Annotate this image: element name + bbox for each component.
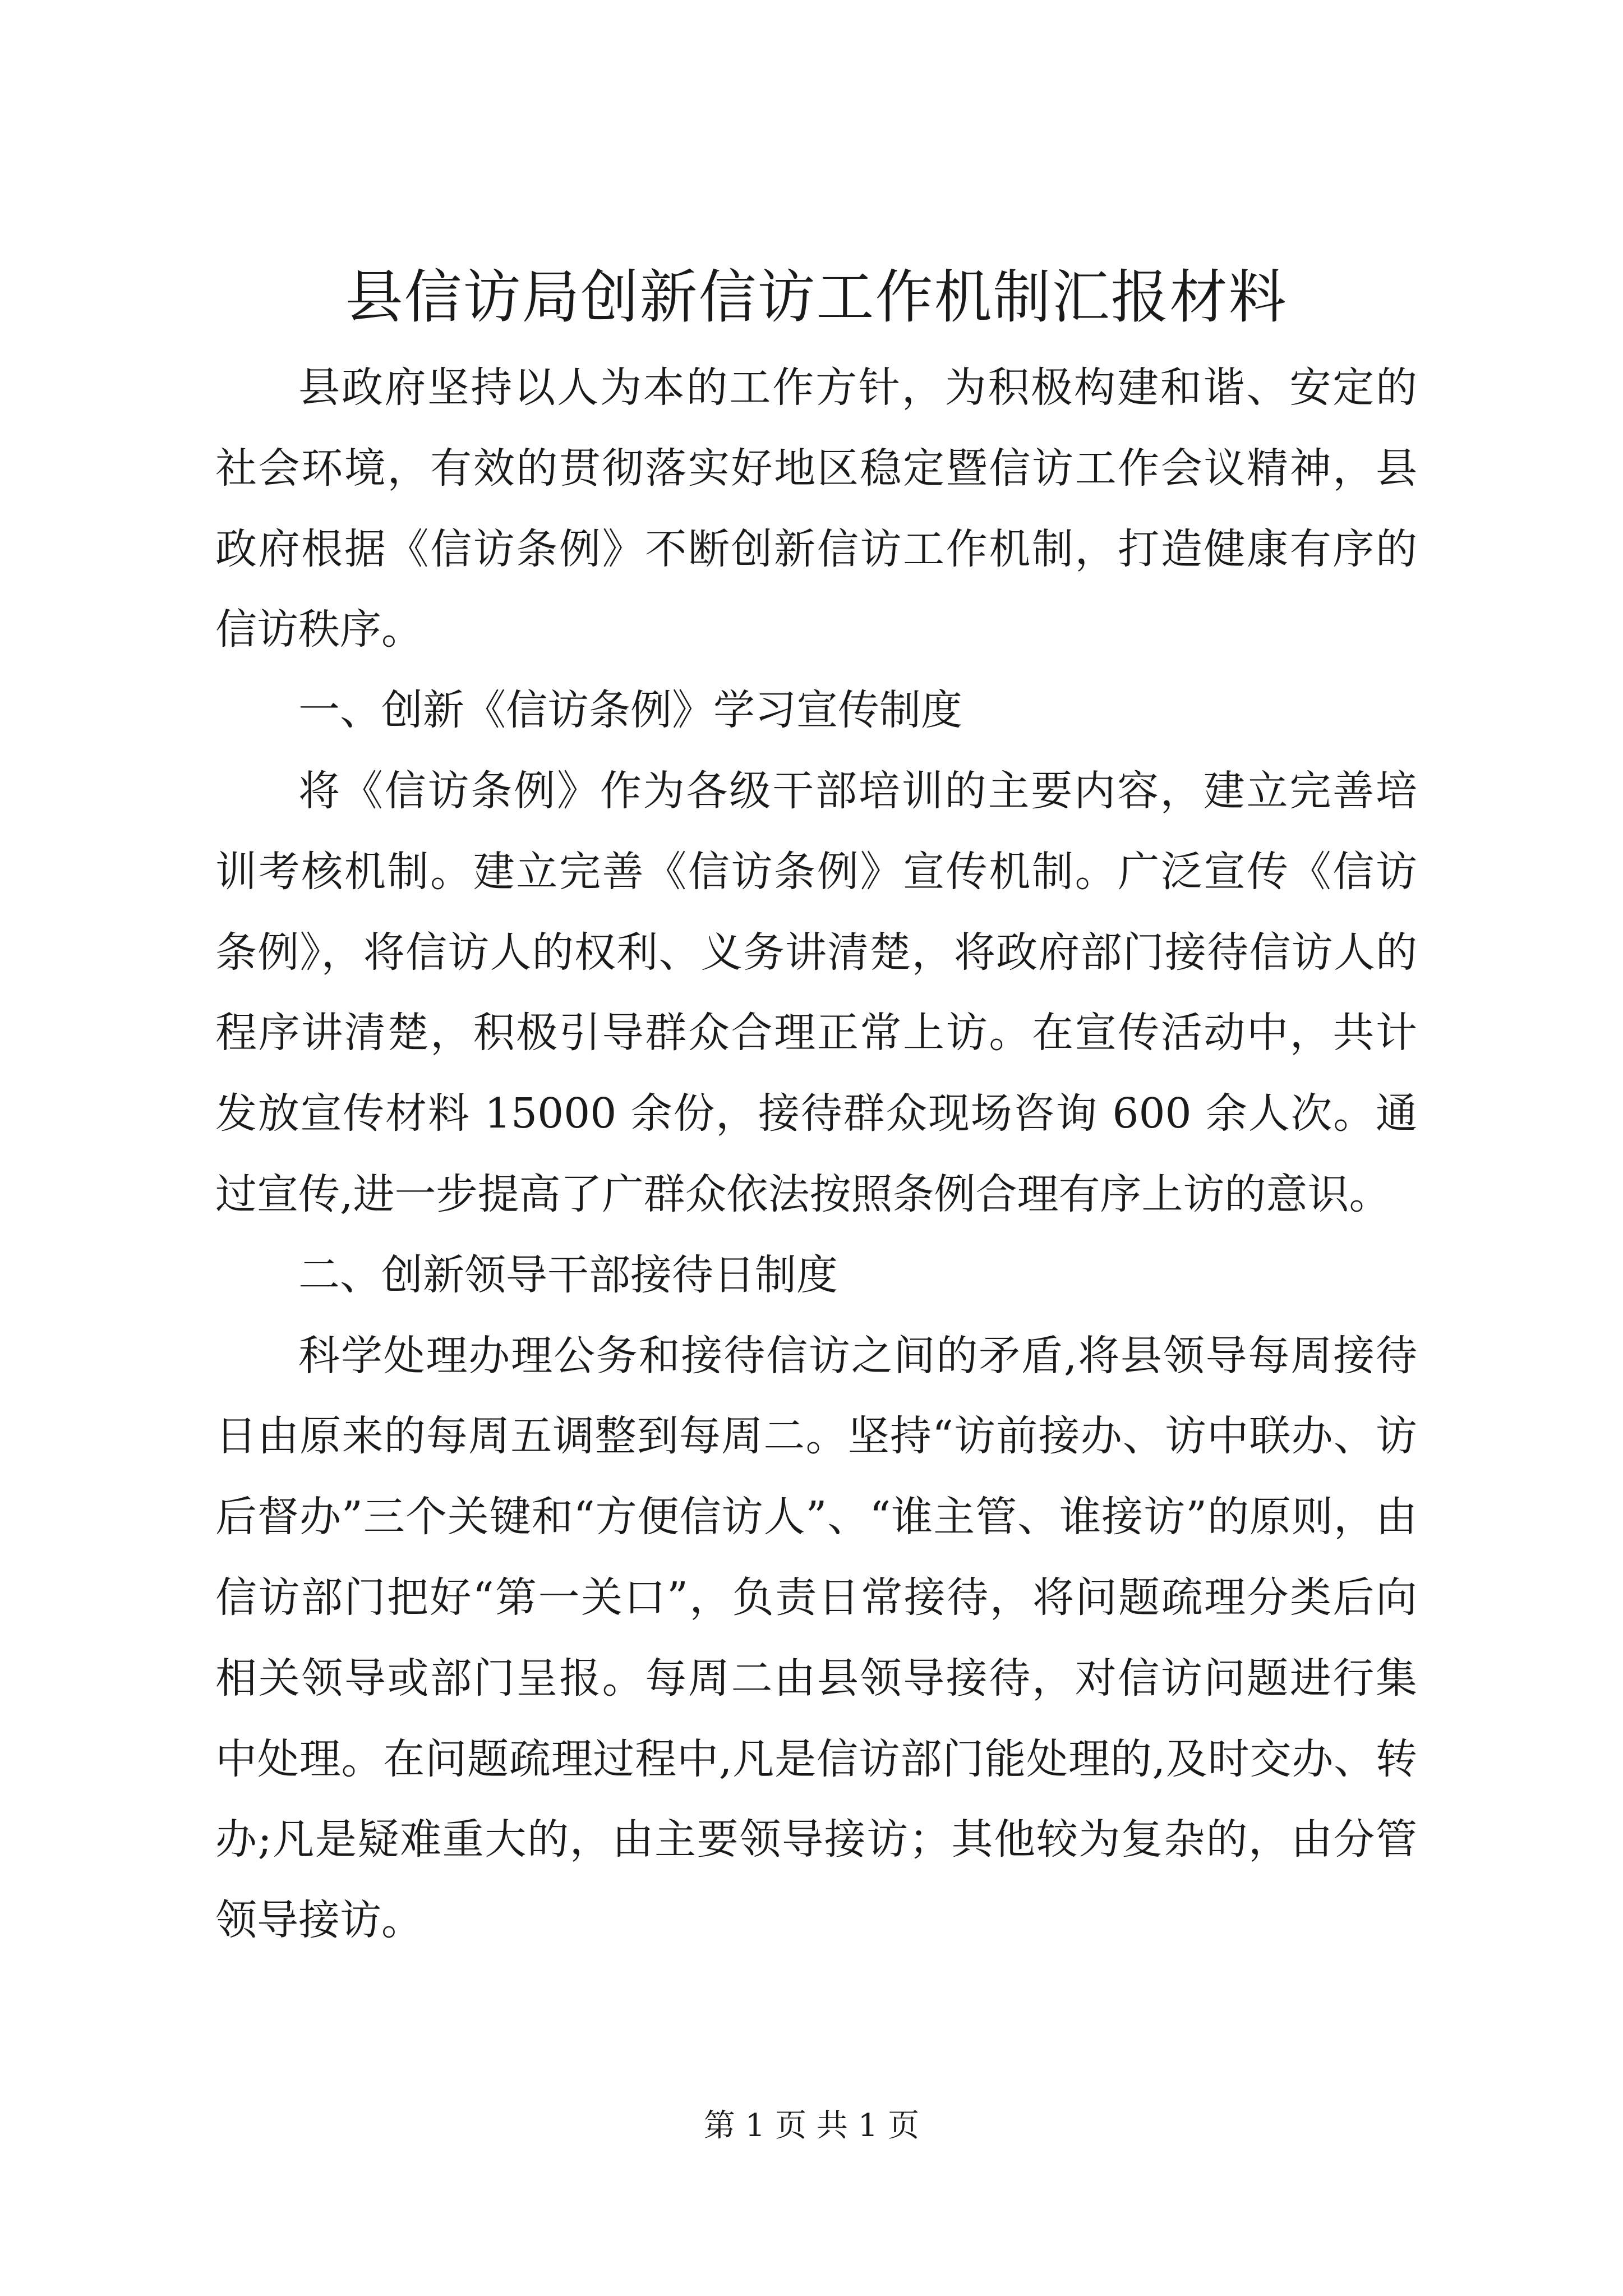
paragraph-section-1: 将《信访条例》作为各级干部培训的主要内容，建立完善培训考核机制。建立完善《信访条例》宣传机制。广泛宣传《信访条例》，将信访人的权利、义务讲清楚，将政府部门接待信访人的程序讲清楚，积极引导群众合理正常上访。在宣传活动中，共计发放宣传材料 15000 余份，接待群众现场咨询 600 余人次。通过宣传,进一步提高了广群众依法按照条例合理有序上访的意识。 <box>215 766 1417 1218</box>
paragraph-section-2: 科学处理办理公务和接待信访之间的矛盾,将县领导每周接待日由原来的每周五调整到每周二。坚持“访前接办、访中联办、访后督办”三个关键和“方便信访人”、“谁主管、谁接访”的原则，由信访部门把好“第一关口”，负责日常接待，将问题疏理分类后向相关领导或部门呈报。每周二由县领导接待，对信访问题进行集中处理。在问题疏理过程中,凡是信访部门能处理的,及时交办、转办;凡是疑难重大的，由主要领导接访；其他较为复杂的，由分管领导接访。 <box>215 1331 1417 1945</box>
paragraph-intro: 县政府坚持以人为本的工作方针，为积极构建和谐、安定的社会环境，有效的贯彻落实好地区稳定暨信访工作会议精神，县政府根据《信访条例》不断创新信访工作机制，打造健康有序的信访秩序。 <box>215 364 1417 654</box>
document-title: 县信访局创新信访工作机制汇报材料 <box>345 264 1288 331</box>
document-body <box>215 247 1417 1961</box>
page-number-footer: 第 1 页 共 1 页 <box>703 2108 920 2144</box>
section-heading-1: 一、创新《信访条例》学习宣传制度 <box>298 686 962 735</box>
section-heading-2: 二、创新领导干部接待日制度 <box>298 1250 838 1299</box>
